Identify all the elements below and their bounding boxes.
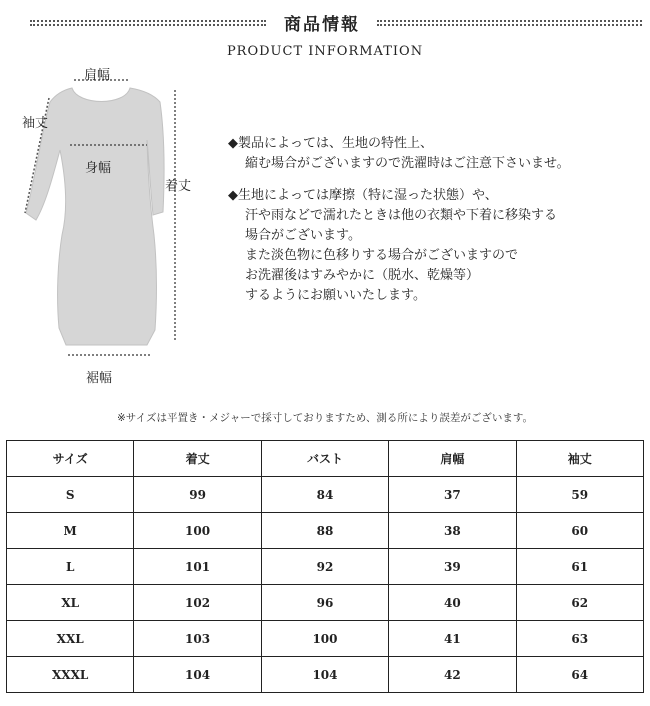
table-cell: L: [7, 549, 134, 585]
section-title: 商品情報: [284, 15, 360, 35]
size-table: [6, 440, 644, 693]
note-line: 場合がございます。: [245, 228, 361, 243]
table-cell: 42: [389, 657, 516, 693]
table-cell: 88: [261, 513, 388, 549]
table-row: [7, 621, 644, 657]
table-cell: 92: [261, 549, 388, 585]
table-cell: 102: [134, 585, 261, 621]
table-header-row: [7, 441, 644, 477]
note-line: お洗濯後はすみやかに（脱水、乾燥等）: [245, 268, 480, 283]
header-sleeve: 袖丈: [516, 441, 643, 477]
table-cell: XXXL: [7, 657, 134, 693]
table-row: [7, 549, 644, 585]
table-cell: 100: [134, 513, 261, 549]
shoulder-width-label: 肩幅: [84, 68, 111, 83]
note-line: ◆生地によっては摩擦（特に湿った状態）や、: [228, 188, 498, 203]
table-row: [7, 657, 644, 693]
measurement-disclaimer: ※サイズは平置き・メジャーで採寸しておりますため、測る所により誤差がございます。: [117, 412, 533, 424]
table-cell: 96: [261, 585, 388, 621]
dress-measurement-figure: [0, 60, 215, 395]
table-cell: 100: [261, 621, 388, 657]
table-cell: 99: [134, 477, 261, 513]
table-cell: 62: [516, 585, 643, 621]
table-cell: 103: [134, 621, 261, 657]
header-rule-left: [30, 20, 266, 26]
note-line: ◆製品によっては、生地の特性上、: [228, 136, 433, 151]
table-cell: 63: [516, 621, 643, 657]
note-line: 縮む場合がございますので洗濯時はご注意下さいませ。: [245, 156, 570, 171]
header-bust: バスト: [261, 441, 388, 477]
dress-silhouette-icon: [0, 60, 215, 395]
hem-width-label: 裾幅: [86, 371, 113, 386]
table-cell: 40: [389, 585, 516, 621]
note-line: 汗や雨などで濡れたときは他の衣類や下着に移染する: [245, 208, 558, 223]
table-row: [7, 585, 644, 621]
table-cell: 37: [389, 477, 516, 513]
care-notes: [228, 134, 648, 306]
table-cell: 104: [261, 657, 388, 693]
section-subtitle: PRODUCT INFORMATION: [226, 44, 424, 59]
note-line: するようにお願いいたします。: [245, 288, 426, 303]
sleeve-length-label: 袖丈: [22, 116, 49, 131]
table-cell: 61: [516, 549, 643, 585]
table-cell: 84: [261, 477, 388, 513]
table-cell: 38: [389, 513, 516, 549]
body-width-label: 身幅: [85, 161, 112, 176]
table-cell: 101: [134, 549, 261, 585]
header-length: 着丈: [134, 441, 261, 477]
table-cell: 64: [516, 657, 643, 693]
note-line: また淡色物に色移りする場合がございますので: [245, 248, 519, 263]
table-cell: XL: [7, 585, 134, 621]
table-cell: 39: [389, 549, 516, 585]
table-cell: S: [7, 477, 134, 513]
table-row: [7, 513, 644, 549]
table-cell: XXL: [7, 621, 134, 657]
table-cell: 104: [134, 657, 261, 693]
table-cell: M: [7, 513, 134, 549]
section-header: [0, 8, 650, 40]
header-shoulder: 肩幅: [389, 441, 516, 477]
total-length-label: 着丈: [165, 179, 192, 194]
table-cell: 59: [516, 477, 643, 513]
header-size: サイズ: [7, 441, 134, 477]
header-rule-right: [377, 20, 642, 26]
table-cell: 41: [389, 621, 516, 657]
table-cell: 60: [516, 513, 643, 549]
table-row: [7, 477, 644, 513]
